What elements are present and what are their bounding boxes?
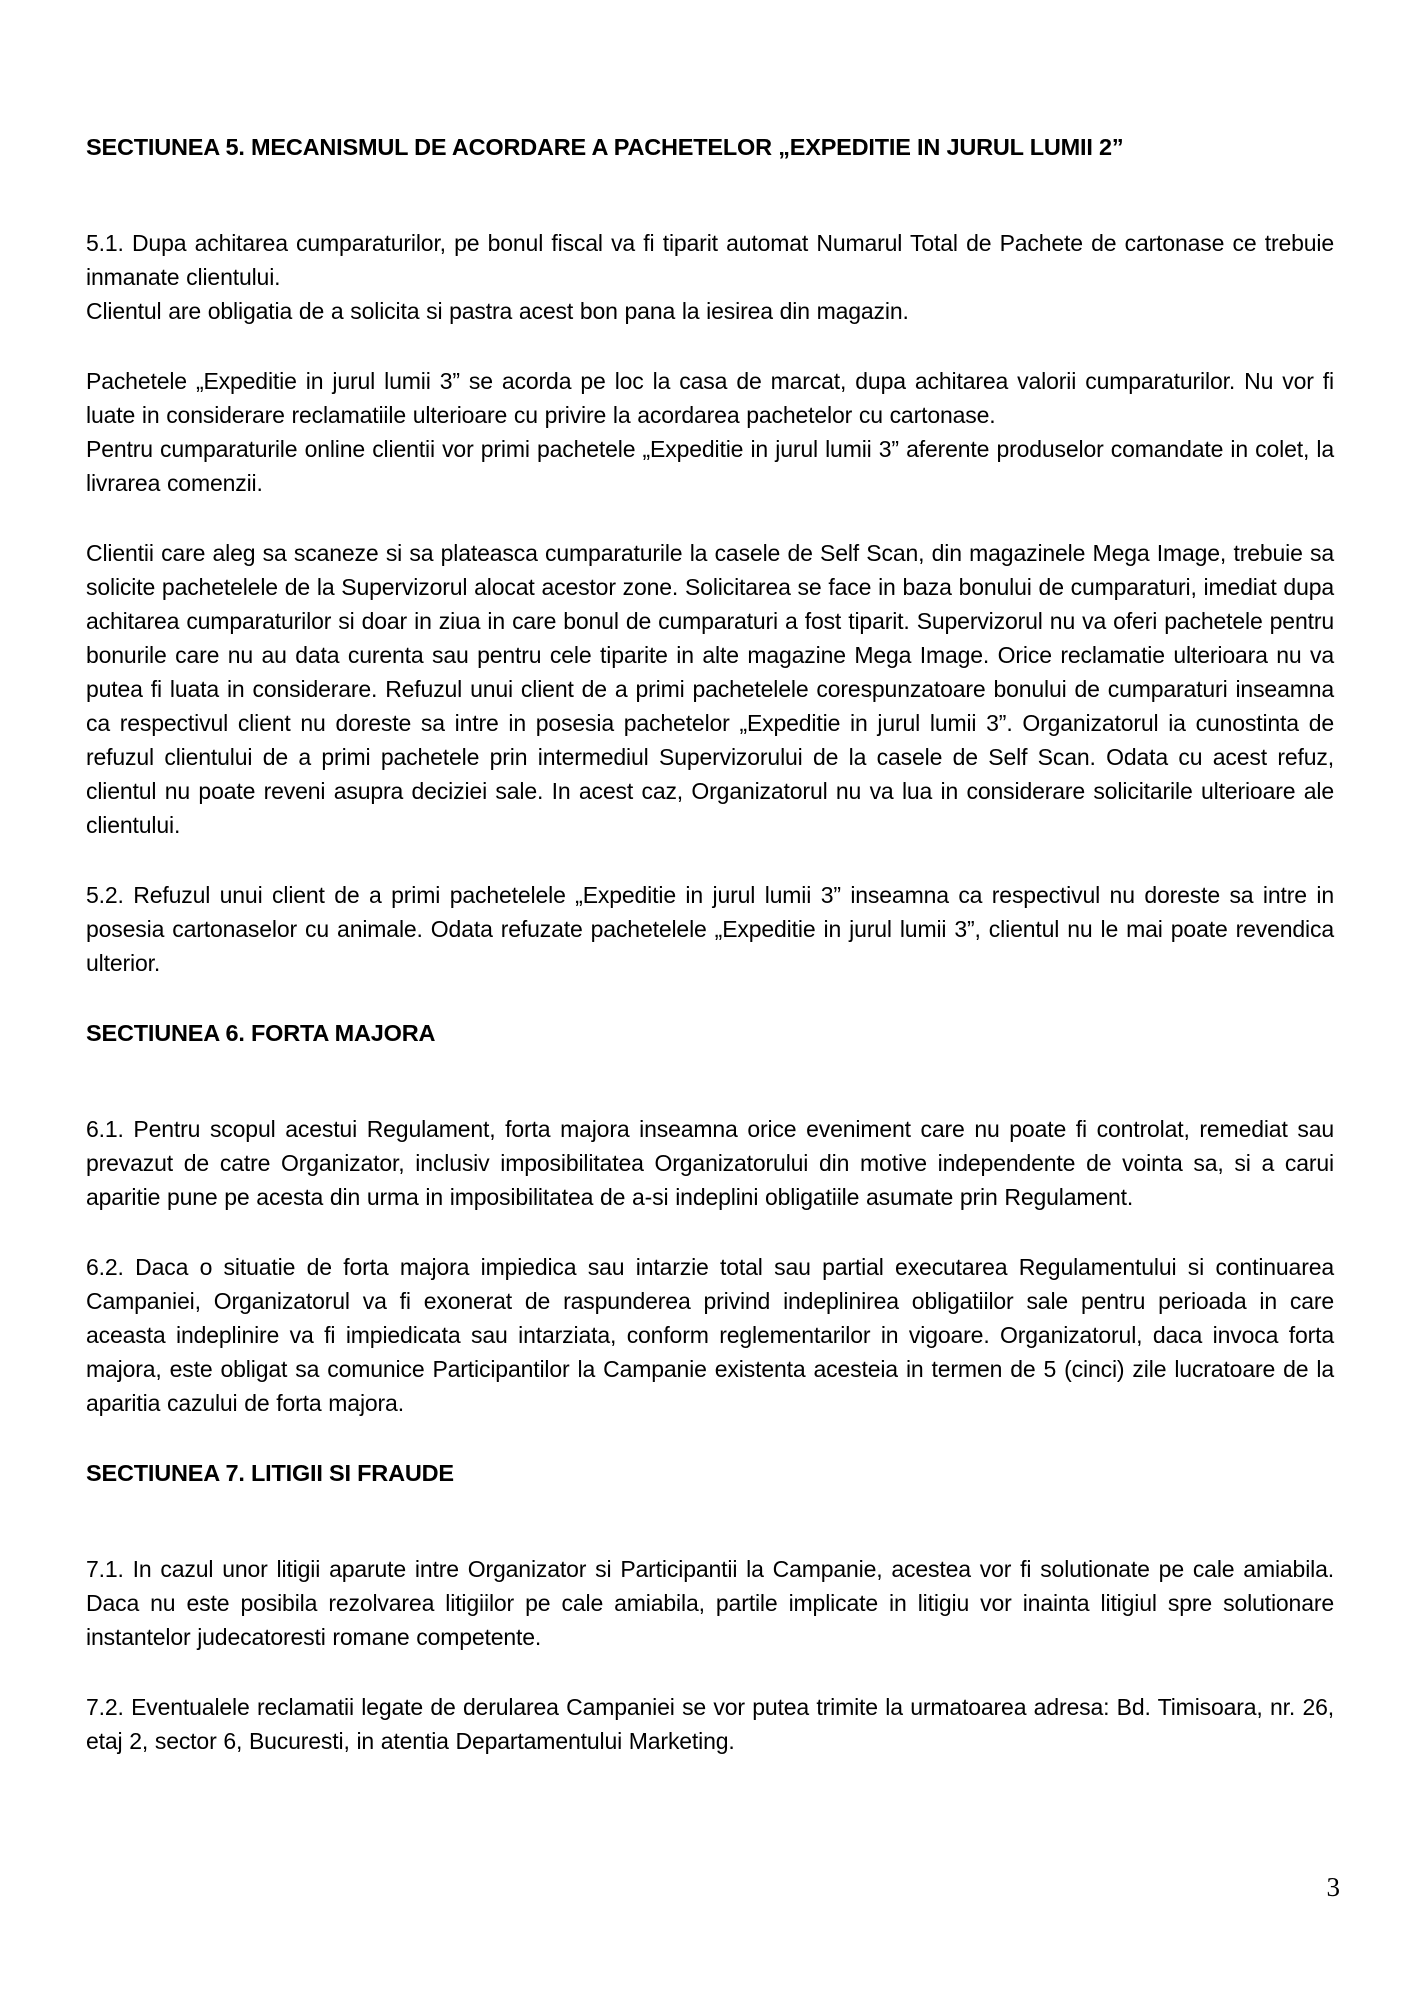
paragraph-segment: 6.2. Daca o situatie de forta majora impiedica sau intarzie total sau partial executarea Regulamentului si continuarea Campaniei, Organizatorul va fi exonerat de raspunderea privind indeplinirea obligatiilor sale pentru perioada in care aceasta indeplinire va fi impiedicata sau intarziata, conform reglementarilor in vigoare. Organizatorul, daca invoca forta majora, este obligat sa comunice Participantilor la Campanie existenta acesteia in termen de 5 (cinci) zile lucratoare de la aparitia cazului de forta majora. bbox=[86, 1254, 1334, 1416]
paragraph-segment: 5.1. Dupa achitarea cumparaturilor, pe bonul fiscal va fi tiparit automat Numarul Total de Pachete de cartonase ce trebuie inmanate clientului. bbox=[86, 230, 1334, 290]
document-body bbox=[86, 130, 1334, 1794]
paragraph bbox=[86, 1552, 1334, 1654]
paragraph-segment: 7.1. In cazul unor litigii aparute intre Organizator si Participantii la Campanie, acestea vor fi solutionate pe cale amiabila. Daca nu este posibila rezolvarea litigiilor pe cale amiabila, partile implicate in litigiu vor inainta litigiul spre solutionare instantelor judecatoresti romane competente. bbox=[86, 1556, 1334, 1650]
paragraph-segment: Pentru cumparaturile online clientii vor primi pachetele „Expeditie in jurul lumii 3” aferente produselor comandate in colet, la livrarea comenzii. bbox=[86, 436, 1334, 496]
paragraph bbox=[86, 1250, 1334, 1420]
paragraph-segment: 7.2. Eventualele reclamatii legate de derularea Campaniei se vor putea trimite la urmatoarea adresa: Bd. Timisoara, nr. 26, etaj 2, sector 6, Bucuresti, in atentia Departamentului Marketing. bbox=[86, 1694, 1334, 1754]
paragraph-segment: Clientul are obligatia de a solicita si pastra acest bon pana la iesirea din magazin. bbox=[86, 298, 909, 324]
paragraph bbox=[86, 1112, 1334, 1214]
paragraph bbox=[86, 1690, 1334, 1758]
paragraph bbox=[86, 878, 1334, 980]
paragraph bbox=[86, 536, 1334, 842]
paragraph bbox=[86, 364, 1334, 500]
paragraph-segment: 5.2. Refuzul unui client de a primi pachetelele „Expeditie in jurul lumii 3” inseamna ca respectivul nu doreste sa intre in posesia cartonaselor cu animale. Odata refuzate pachetelele „Expeditie in jurul lumii 3”, clientul nu le mai poate revendica ulterior. bbox=[86, 882, 1334, 976]
paragraph bbox=[86, 226, 1334, 328]
paragraph-segment: Clientii care aleg sa scaneze si sa plateasca cumparaturile la casele de Self Scan, din magazinele Mega Image, trebuie sa solicite pachetelele de la Supervizorul alocat acestor zone. Solicitarea se face in baza bonului de cumparaturi, imediat dupa achitarea cumparaturilor si doar in ziua in care bonul de cumparaturi a fost tiparit. Supervizorul nu va oferi pachetele pentru bonurile care nu au data curenta sau pentru cele tiparite in alte magazine Mega Image. Orice reclamatie ulterioara nu va putea fi luata in considerare. Refuzul unui client de a primi pachetelele corespunzatoare bonului de cumparaturi inseamna ca respectivul client nu doreste sa intre in posesia pachetelor „Expeditie in jurul lumii 3”. Organizatorul ia cunostinta de refuzul clientului de a primi pachetele prin intermediul Supervizorului de la casele de Self Scan. Odata cu acest refuz, clientul nu poate reveni asupra deciziei sale. In acest caz, Organizatorul nu va lua in considerare solicitarile ulterioare ale clientului. bbox=[86, 540, 1334, 838]
section-heading: SECTIUNEA 5. MECANISMUL DE ACORDARE A PACHETELOR „EXPEDITIE IN JURUL LUMII 2” bbox=[86, 134, 1124, 160]
section-heading: SECTIUNEA 6. FORTA MAJORA bbox=[86, 1020, 436, 1046]
paragraph-segment: 6.1. Pentru scopul acestui Regulament, forta majora inseamna orice eveniment care nu poate fi controlat, remediat sau prevazut de catre Organizator, inclusiv imposibilitatea Organizatorului din motive independente de vointa sa, si a carui aparitie pune pe acesta din urma in imposibilitatea de a-si indeplini obligatiile asumate prin Regulament. bbox=[86, 1116, 1334, 1210]
page-number: 3 bbox=[1326, 1872, 1340, 1902]
section-heading: SECTIUNEA 7. LITIGII SI FRAUDE bbox=[86, 1460, 454, 1486]
paragraph-segment: Pachetele „Expeditie in jurul lumii 3” se acorda pe loc la casa de marcat, dupa achitarea valorii cumparaturilor. Nu vor fi luate in considerare reclamatiile ulterioare cu privire la acordarea pachetelor cu cartonase. bbox=[86, 368, 1334, 428]
